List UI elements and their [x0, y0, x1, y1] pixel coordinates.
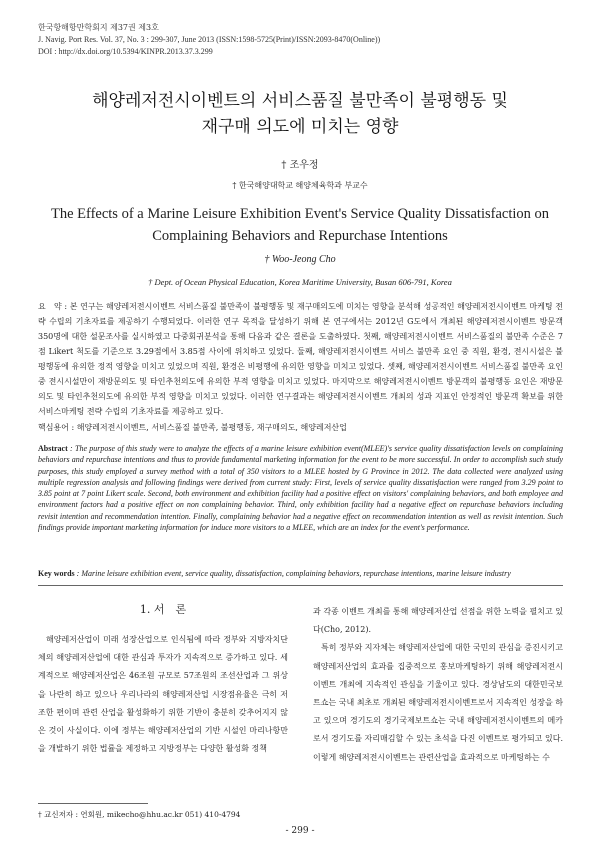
journal-header [38, 22, 380, 58]
abstract-en-text: : The purpose of this study were to analyze the effects of a marine leisure exhibition event(MLEE)'s service quality dissatisfaction levels on complaining behaviors and repurchase intentions and thus to provide fundamental marketing information for the event to be more successful. In order to accomplish such study purposes, this study employed a survey method with a total of 350 visitors to a MLEE hosted by G Province in 2012. The data collected were analyzed using multiple regression analysis and following findings were derived from current study: First, levels of service quality dissatisfaction were ranged from 3.29 point to 3.85 point at 7 point Likert scale. Second, both environment and exhibition facility had a positive effect on visitors' complaining behaviors, and both employee and environment factors had a positive effect on non complaining behavior. Third, only exhibition facility had a negative effect on repurchase behaviors including revisit intention and recommendation intention. Finally, complaining behavior had a negative effect on recommendation intention as well as revisit intention. Such findings provide important marketing information for induce more visitors to a MLEE, which are an index for the event's performance. [38, 444, 563, 533]
abstract-en-label: Abstract [38, 444, 68, 453]
keywords-en-text: : Marine leisure exhibition event, service quality, dissatisfaction, complaining behaviors, repurchase intentions, marine leisure industry [74, 569, 511, 578]
keywords-en [38, 569, 563, 578]
footnote-divider [38, 803, 148, 804]
journal-citation: J. Navig. Port Res. Vol. 37, No. 3 : 299-307, June 2013 (ISSN:1598-5725(Print)/ISSN:2093-8470(Online)) [38, 35, 381, 44]
affiliation-ko: † 한국해양대학교 해양체육학과 부교수 [232, 181, 368, 190]
title-en [0, 203, 600, 247]
doi-link[interactable]: DOI : http://dx.doi.org/10.5394/KINPR.2013.37.3.299 [38, 47, 213, 56]
affiliation-en: † Dept. of Ocean Physical Education, Korea Maritime University, Busan 606-791, Korea [148, 277, 452, 287]
author-en: † Woo-Jeong Cho [264, 254, 336, 265]
body-left-column [38, 631, 288, 758]
keywords-en-label: Key words [38, 569, 75, 578]
title-en-line1: The Effects of a Marine Leisure Exhibition Event's Service Quality Dissatisfaction on [50, 206, 550, 222]
section-title: 1. 서 론 [139, 603, 187, 616]
body-right-column [313, 603, 563, 767]
body-paragraph: 과 각종 이벤트 개최를 통해 해양레저산업 선점을 위한 노력을 펼치고 있다(Cho, 2012). [313, 607, 563, 635]
title-ko [0, 88, 600, 140]
title-ko-line1: 해양레저전시이벤트의 서비스품질 불만족이 불평행동 및 [92, 91, 508, 111]
journal-name-ko: 한국항해항만학회지 제37권 제3호 [38, 23, 159, 32]
body-paragraph: 특히 정부와 지자체는 해양레저산업에 대한 국민의 관심을 증진시키고 해양레저산업의 효과를 집중적으로 홍보마케팅하기 위해 해양레저전시이벤트 개최에 지속적인 관심을 기울이고 있다. 경상남도의 대한민국보트쇼는 국내 최초로 개최된 해양레저전시이벤트로서 지속적인 성장을 하고 있으며 경기도의 경기국제보트쇼는 국내 해양레저전시이벤트의 메카로서 경기도를 자리매김할 수 있는 초석을 다진 이벤트로 평가되고 있다. 이렇게 해양레저전시이벤트는 관련산업을 효과적으로 마케팅하는 수 [313, 643, 563, 762]
body-paragraph: 해양레저산업이 미래 성장산업으로 인식됨에 따라 정부와 지방자치단체의 해양레저산업에 대한 관심과 투자가 지속적으로 증가하고 있다. 세계적으로 해양레저산업은 46조원 규모로 57조원의 조선산업과 그 위상을 나란히 하고 있으나 우리나라의 해양레저산업 시장점유율은 극히 저조한 편이며 관련 산업을 활성화하기 위한 기반이 충분히 갖추어지지 않은 것이 사실이다. 이에 정부는 해양레저산업의 기반 시설인 마리나항만을 개발하기 위한 법률을 제정하고 지방정부는 다양한 활성화 정책 [38, 635, 288, 754]
footnote: † 교신저자 : 연회원, mikecho@hhu.ac.kr 051) 410-4794 [38, 810, 241, 819]
keywords-ko: 핵심용어 : 해양레저전시이벤트, 서비스품질 불만족, 불평행동, 재구매의도, 해양레저산업 [38, 423, 347, 432]
author-ko: † 조우정 [281, 160, 319, 171]
abstract-en [38, 443, 563, 533]
title-ko-line2: 재구매 의도에 미치는 영향 [201, 117, 399, 137]
title-en-line2: Complaining Behaviors and Repurchase Intentions [152, 228, 448, 244]
page-number: - 299 - [285, 826, 315, 836]
abstract-ko: 요 약 : 본 연구는 해양레저전시이벤트 서비스품질 불만족이 불평행동 및 재구매의도에 미치는 영향을 분석해 성공적인 해양레저전시이벤트 마케팅 전략 수립의 기초자료를 제공하기 수행되었다. 이러한 연구 목적을 달성하기 위해 본 연구에서는 2012년 G도에서 개최된 해양레저전시이벤트 방문객 350명에 대한 설문조사를 실시하였고 다중회귀분석을 통해 다음과 같은 결론을 도출하였다. 첫째, 해양레저전시이벤트 서비스품질의 불만족 수준은 7점 Likert 척도를 기준으로 3.29점에서 3.85점 사이에 위치하고 있었다. 둘째, 해양레저전시이벤트 서비스 불만족 요인 중 직원, 환경, 전시시설은 불평행동에 유의한 정적 영향을 미치고 있었으며 직원, 환경은 비평행에 유의한 영향을 미치고 있었다. 셋째, 해양레저전시이벤트 서비스품질 불만족 요인 중 전시시설만이 재방문의도 및 타인추천의도에 유의한 부적 영향을 미치고 있었다. 마지막으로 해양레저전시이벤트 방문객의 불평행동 요인은 재방문의도 및 타인추천의도에 유의한 부적 영향을 미치고 있었다. 이러한 연구결과는 해양레저전시이벤트 개최의 성과 지표인 안정적인 방문객 확보를 위한 서비스마케팅 전략 수립의 기초자료를 제공하고 있다. [38, 302, 563, 416]
section-divider [38, 585, 563, 586]
